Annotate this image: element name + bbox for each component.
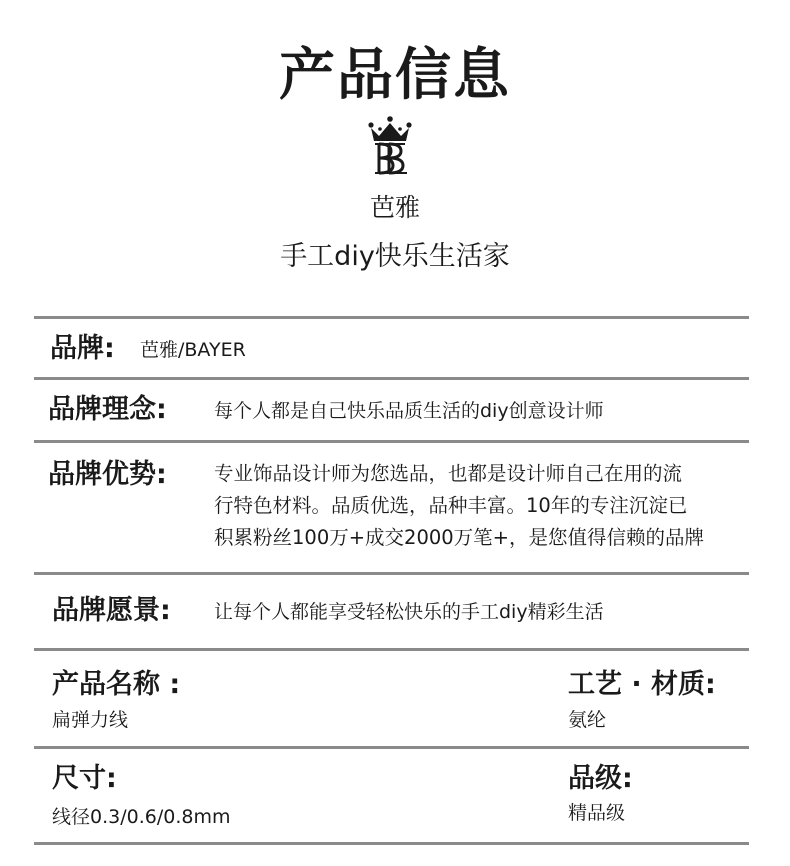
brand-name: 芭雅 (369, 193, 420, 222)
grade-label: 品级: (568, 763, 633, 794)
brand-advantage-text (214, 458, 754, 554)
brand-label: 品牌: (50, 333, 115, 364)
brand-advantage-label: 品牌优势: (48, 459, 167, 490)
divider (34, 572, 749, 575)
divider (34, 648, 749, 651)
advantage-line: 积累粉丝100万+成交2000万笔+，是您值得信赖的品牌 (214, 526, 705, 549)
brand-philosophy-value: 每个人都是自己快乐品质生活的diy创意设计师 (214, 400, 604, 422)
divider (34, 746, 749, 749)
divider (34, 842, 749, 845)
brand-vision-value: 让每个人都能享受轻松快乐的手工diy精彩生活 (214, 601, 604, 623)
craft-material-value: 氨纶 (568, 709, 607, 731)
divider (34, 440, 749, 443)
product-name-value: 扁弹力线 (52, 709, 129, 731)
divider (34, 316, 749, 319)
advantage-line: 专业饰品设计师为您选品，也都是设计师自己在用的流 (214, 462, 683, 485)
grade-value: 精品级 (568, 802, 626, 824)
divider (34, 377, 749, 380)
brand-vision-label: 品牌愿景: (52, 595, 171, 626)
brand-philosophy-label: 品牌理念: (48, 394, 167, 425)
size-value: 线径0.3/0.6/0.8mm (52, 806, 231, 828)
crown-bb-monogram-icon (365, 116, 415, 176)
page-title: 产品信息 (279, 43, 511, 108)
advantage-line: 行特色材料。品质优选，品种丰富。10年的专注沉淀已 (214, 494, 688, 517)
craft-material-label: 工艺 · 材质: (568, 669, 716, 700)
size-label: 尺寸: (52, 763, 117, 794)
brand-value: 芭雅/BAYER (140, 339, 246, 361)
product-name-label: 产品名称 : (52, 669, 181, 700)
brand-slogan: 手工diy快乐生活家 (280, 241, 510, 272)
